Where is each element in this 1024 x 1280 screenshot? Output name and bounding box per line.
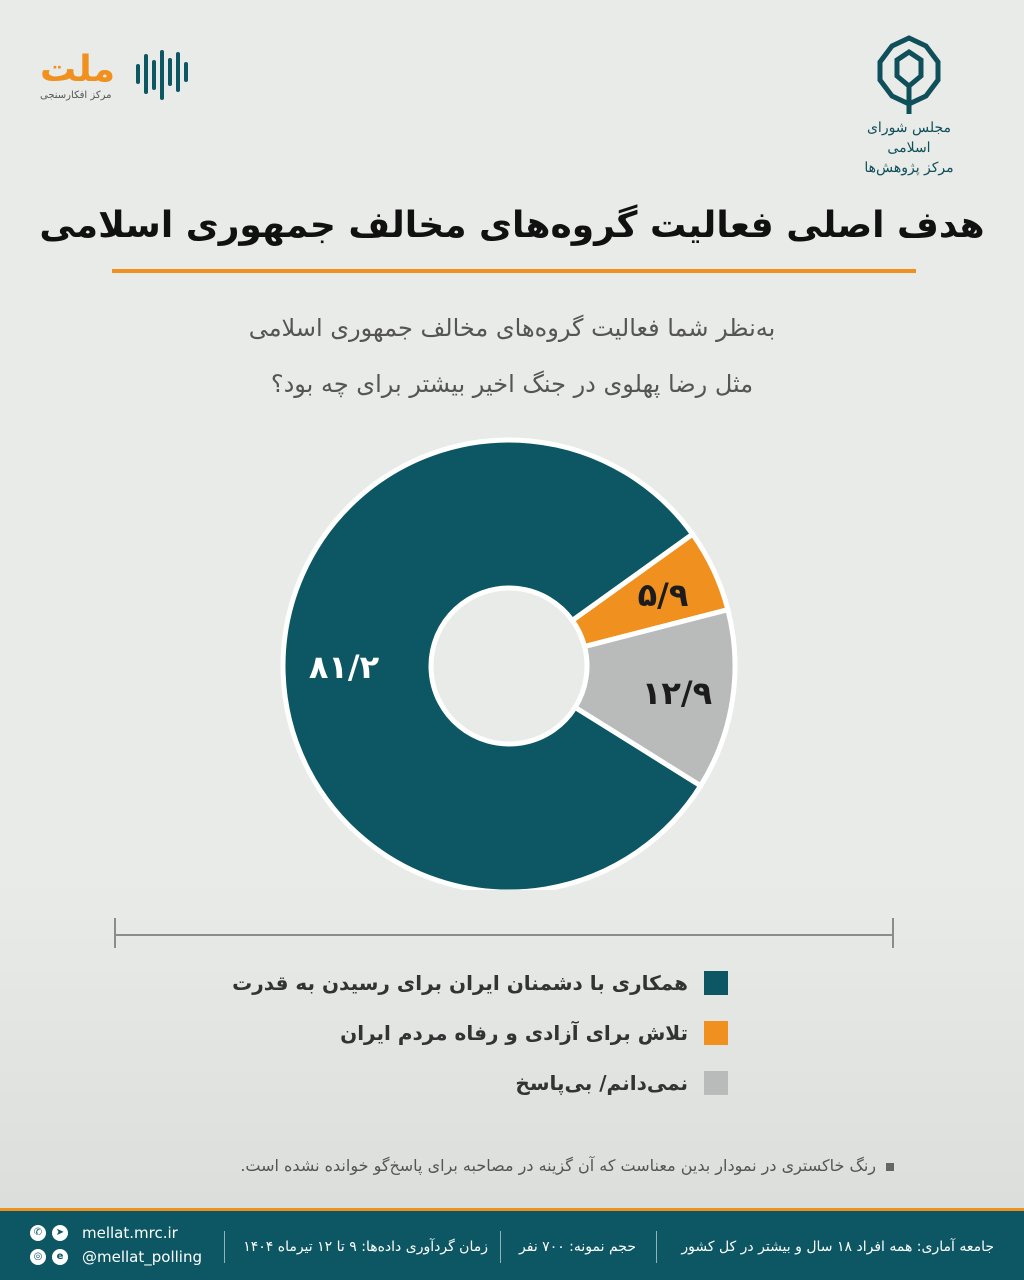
legend-swatch [704,1021,728,1045]
eitaa-icon: e [52,1249,68,1265]
question-line-2: مثل رضا پهلوی در جنگ اخیر بیشتر برای چه بود؟ [270,370,754,398]
footer-separator [656,1231,657,1263]
page-title: هدف اصلی فعالیت گروه‌های مخالف جمهوری اسلامی [39,205,985,246]
footnote-text: رنگ خاکستری در نمودار بدین معناست که آن گزینه در مصاحبه برای پاسخ‌گو خوانده نشده است. [240,1156,876,1175]
mellat-logo-subtitle: مرکز افکارسنجی [40,90,112,101]
slice-value-label: ۱۲/۹ [641,673,713,712]
legend-item [232,958,728,1008]
social-handle[interactable]: @mellat_polling [82,1248,202,1266]
majlis-research-center-logo [854,34,964,174]
legend-divider [114,934,894,936]
footer-population: جامعه آماری: همه افراد ۱۸ سال و بیشتر در کل کشور [681,1239,994,1255]
slice-value-label: ۸۱/۲ [308,648,380,686]
legend-label: نمی‌دانم/ بی‌پاسخ [515,1071,688,1095]
legend-label: همکاری با دشمنان ایران برای رسیدن به قدرت [232,971,688,995]
handle-row[interactable] [30,1245,202,1269]
mellat-logo [40,48,200,104]
footer-sample-size: حجم نمونه: ۷۰۰ نفر [519,1239,636,1255]
survey-question [120,300,904,412]
instagram-icon: ◎ [30,1249,46,1265]
donut-chart [0,420,1024,890]
majlis-logo-line1: مجلس شورای اسلامی [866,120,952,156]
legend-label: تلاش برای آزادی و رفاه مردم ایران [340,1021,688,1045]
footer-bar [0,1208,1024,1280]
footer-collection-period: زمان گردآوری داده‌ها: ۹ تا ۱۲ تیرماه ۱۴۰۴ [243,1239,488,1255]
chart-footnote [240,1156,894,1175]
sound-wave-icon [134,48,196,104]
legend-swatch [704,1071,728,1095]
website-row[interactable] [30,1221,202,1245]
whatsapp-icon: ✆ [30,1225,46,1241]
legend-swatch [704,971,728,995]
social-links [30,1221,202,1269]
majlis-logo-line2: مرکز پژوهش‌ها [864,160,954,176]
telegram-icon: ➤ [52,1225,68,1241]
title-underline [112,269,916,273]
divider-tick-left [114,918,116,948]
footer-separator [500,1231,501,1263]
chart-legend [232,958,728,1108]
website-link[interactable]: mellat.mrc.ir [82,1224,178,1242]
divider-tick-right [892,918,894,948]
footer-separator [224,1231,225,1263]
slice-value-label: ۵/۹ [637,575,689,614]
legend-item [232,1058,728,1108]
majlis-logo-text [854,118,964,178]
footnote-bullet-icon [886,1163,894,1171]
mellat-logo-word: ملت [40,49,116,90]
legend-item [232,1008,728,1058]
majlis-emblem-icon [854,34,964,118]
question-line-1: به‌نظر شما فعالیت گروه‌های مخالف جمهوری اسلامی [248,314,776,342]
